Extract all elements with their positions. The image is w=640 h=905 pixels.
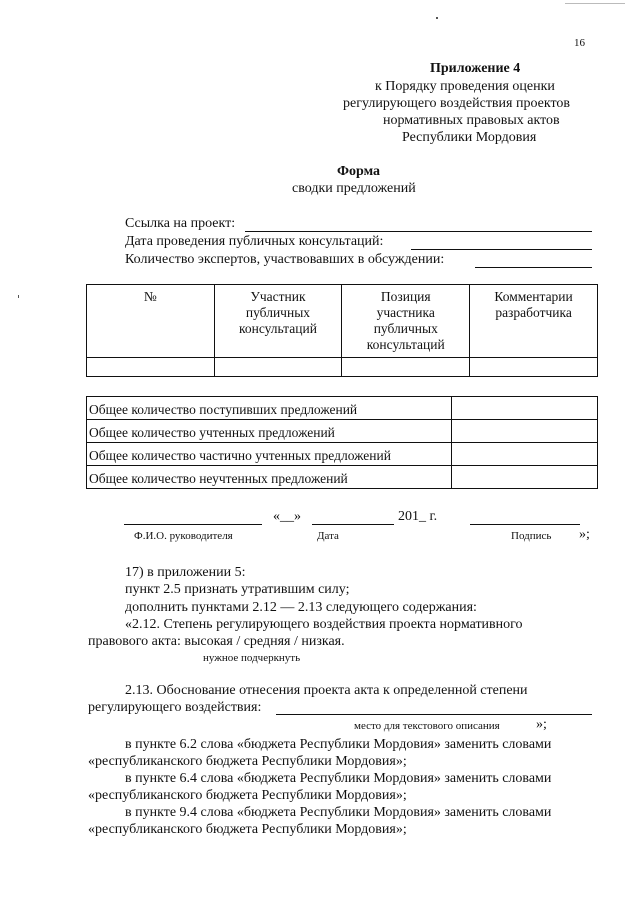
item-17: 17) в приложении 5:	[125, 565, 246, 580]
table-row	[87, 443, 598, 466]
form-title: Форма	[337, 164, 381, 179]
paragraph-6-2-b: «республиканского бюджета Республики Мордовия»;	[88, 754, 407, 769]
header-line-1: к Порядку проведения оценки	[375, 79, 555, 94]
paragraph-9-4-b: «республиканского бюджета Республики Мордовия»;	[88, 822, 407, 837]
table-cell[interactable]	[342, 358, 470, 377]
col-header-position-line: Позиция	[380, 289, 431, 304]
paragraph-2-5: пункт 2.5 признать утратившим силу;	[125, 582, 350, 597]
col-header-comments	[470, 285, 598, 358]
signature-year: 201_ г.	[398, 509, 438, 524]
totals-value[interactable]	[452, 397, 598, 420]
paragraph-2-12-b: правового акта: высокая / средняя / низкая.	[88, 634, 345, 649]
field-project-link-label: Ссылка на проект:	[125, 216, 236, 231]
proposals-table	[86, 284, 598, 377]
page-number: 16	[574, 37, 585, 49]
col-header-participant-line: Участник	[250, 289, 306, 304]
paragraph-6-4-a: в пункте 6.4 слова «бюджета Республики Мордовия» заменить словами	[125, 771, 552, 786]
header-line-4: Республики Мордовия	[402, 130, 537, 145]
note-underline: нужное подчеркнуть	[203, 652, 301, 664]
col-header-position-line: участника	[376, 305, 435, 320]
col-header-position-line: публичных	[373, 321, 438, 336]
header-line-3: нормативных правовых актов	[383, 113, 560, 128]
totals-label: Общее количество поступивших предложений	[87, 397, 452, 420]
table-cell[interactable]	[214, 358, 342, 377]
table-cell[interactable]	[470, 358, 598, 377]
signature-label-date: Дата	[317, 530, 339, 542]
appendix-title: Приложение 4	[430, 61, 521, 76]
note-place-end: »;	[536, 717, 547, 732]
paragraph-2-13-a: 2.13. Обоснование отнесения проекта акта к определенной степени	[125, 683, 528, 698]
scan-speck	[565, 3, 625, 4]
signature-date-line[interactable]	[312, 524, 394, 525]
col-header-comments-line: разработчика	[495, 305, 572, 320]
table-cell[interactable]	[87, 358, 215, 377]
col-header-participant	[214, 285, 342, 358]
table-row	[87, 358, 598, 377]
totals-value[interactable]	[452, 420, 598, 443]
table-row	[87, 420, 598, 443]
paragraph-6-4-b: «республиканского бюджета Республики Мордовия»;	[88, 788, 407, 803]
scan-speck	[436, 17, 438, 19]
field-project-link-line[interactable]	[245, 231, 592, 232]
paragraph-2-12-a: «2.12. Степень регулирующего воздействия проекта нормативного	[125, 617, 523, 632]
paragraph-add: дополнить пунктами 2.12 — 2.13 следующего содержания:	[125, 600, 477, 615]
header-line-2: регулирующего воздействия проектов	[343, 96, 571, 111]
totals-table	[86, 396, 598, 489]
scan-speck	[18, 295, 19, 298]
field-experts-count-line[interactable]	[475, 267, 592, 268]
note-place: место для текстового описания	[354, 720, 500, 732]
field-consultation-date-line[interactable]	[411, 249, 592, 250]
col-header-comments-line: Комментарии	[494, 289, 573, 304]
field-experts-count-label: Количество экспертов, участвовавших в обсуждении:	[125, 252, 445, 267]
signature-fio-line[interactable]	[124, 524, 262, 525]
col-header-participant-line: публичных	[245, 305, 311, 320]
signature-sign-line[interactable]	[470, 524, 580, 525]
paragraph-6-2-a: в пункте 6.2 слова «бюджета Республики Мордовия» заменить словами	[125, 737, 552, 752]
totals-label: Общее количество частично учтенных предложений	[87, 443, 452, 466]
text-description-line[interactable]	[276, 714, 592, 715]
col-header-participant-line: консультаций	[238, 321, 317, 336]
signature-date-open: «__»	[273, 509, 301, 524]
totals-value[interactable]	[452, 466, 598, 489]
form-subtitle: сводки предложений	[292, 181, 416, 196]
paragraph-9-4-a: в пункте 9.4 слова «бюджета Республики Мордовия» заменить словами	[125, 805, 552, 820]
field-consultation-date-label: Дата проведения публичных консультаций:	[125, 234, 384, 249]
table-row	[87, 397, 598, 420]
signature-label-sign: Подпись	[511, 530, 552, 542]
col-header-number: №	[87, 285, 215, 358]
paragraph-2-13-b: регулирующего воздействия:	[88, 700, 262, 715]
totals-label: Общее количество учтенных предложений	[87, 420, 452, 443]
col-header-position-line: консультаций	[366, 337, 445, 352]
signature-label-fio: Ф.И.О. руководителя	[134, 530, 233, 542]
col-header-position	[342, 285, 470, 358]
signature-closing: »;	[579, 527, 590, 542]
totals-label: Общее количество неучтенных предложений	[87, 466, 452, 489]
table-row	[87, 466, 598, 489]
totals-value[interactable]	[452, 443, 598, 466]
